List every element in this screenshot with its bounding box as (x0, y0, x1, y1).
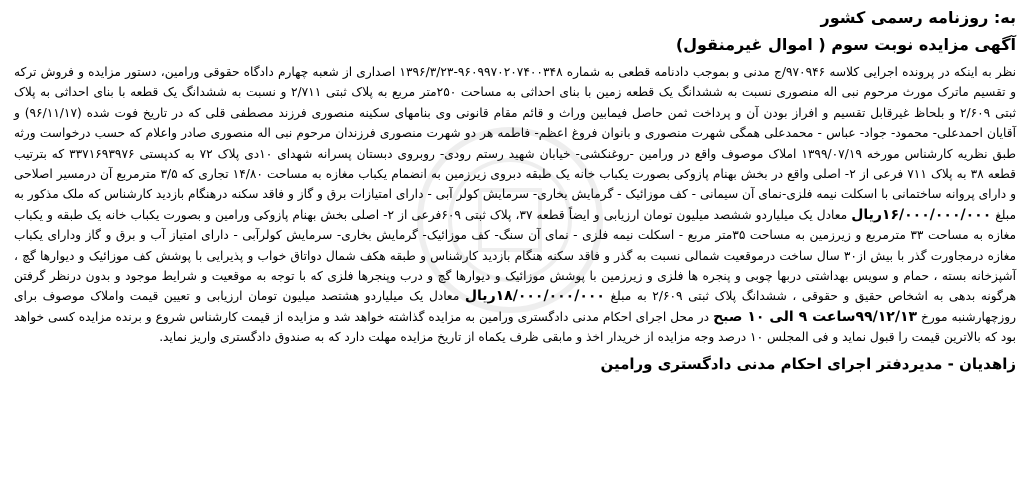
signature-line: زاهدیان - مدیردفتر اجرای احکام مدنی دادگستری ورامین (600, 354, 1016, 373)
appraisal-amount-1: ۱۶/۰۰۰/۰۰۰/۰۰۰ریال (851, 206, 992, 223)
notice-body-part-2: معادل یک میلیاردو ششصد میلیون تومان ارزیابی و ایضاً قطعه ۳۷، پلاک ثبتی ۶۰۹فرعی از ۲- اصلی بخش بهنام پازوکی ورامین و بصورت یکباب خانه یک طبقه و یکباب مغازه به مساحت ۳۳ مترمربع و زیرزمین به مساحت ۳۵متر مربع - اسکلت نیمه فلزی - نمای آن سنگ- کف موزائیک- گرمایش بخاری- سرمایش کولرآبی - دارای امتیاز آب و برق و گاز ودارای یکباب مغازه درمجاورت گذر با بیش از۳۰ سال ساخت درموقعیت شمالی نسبت به گذر و فاقد سکنه هنگام بازدید کارشناس و طبقه هکف شمال دواتاق خواب و پذیرایی با پوشش کف موزائیک و دیوارها گچ ، آشپزخانه بسته ، حمام و سویس بهداشتی دربها چوبی و پنجره ها فلزی و زیرزمین با پوشش موزائیک و دیوارها گچ و درب وپنجرها فلزی که با توجه به موقعیت و شرایط موجود و بدون درنظر گرفتن هرگونه بدهی به اشخاص حقیق و حقوقی ، ششدانگ پلاک ثبتی ۲/۶۰۹ به مبلغ (14, 207, 1016, 304)
auction-date-time: ۹۹/۱۲/۱۳ساعت ۹ الی ۱۰ صبح (713, 308, 918, 325)
addressee-line: به: روزنامه رسمی کشور (820, 8, 1016, 27)
notice-body-part-4: در محل اجرای احکام مدنی دادگستری ورامین به مزایده گذاشته خواهد شد و مزایده از قیمت کارشناس شروع و برنده مزایده کسی خواهد بود که بالاترین قیمت را قبول نماید و فی المجلس ۱۰ درصد وجه مزایده از خریدار اخذ و مابقی ظرف یکماه از تاریخ مزایده مهلت دارد که به صندوق دادگستری واریز نماید. (14, 309, 1016, 345)
appraisal-amount-2: ۱۸/۰۰۰/۰۰۰/۰۰۰ریال (464, 288, 605, 305)
notice-body (14, 62, 1016, 348)
notice-body-part-3: معادل یک میلیاردو هشتصد میلیون تومان ارزیابی و تعیین قیمت واملاک موصوف برای روزچهارشنبه مورخ (14, 289, 1017, 324)
notice-title: آگهی مزایده نوبت سوم ( اموال غیرمنقول) (675, 35, 1016, 54)
notice-body-part-1: نظر به اینکه در پرونده اجرایی کلاسه ۹۷۰۹۴۶/ج مدنی و بموجب دادنامه قطعی به شماره ۹۶۰۹۹۷۰۲۰۷۴۰۰۳۴۸-۱۳۹۶/۳/۲۳ اصداری از شعبه چهارم دادگاه حقوقی ورامین، دستور مزایده و فروش ترکه و تقسیم ماترک مورث مرحوم نبی اله منصوری نسبت به ششدانگ یک قطعه زمین با بنای احداثی به مساحت ۲۵۰متر مربع به پلاک ثبتی ۲/۷۱۱ و نسبت به ششدانگ یک قطعه با بنای احداثی به پلاک ثبتی ۲/۶۰۹ و بلحاظ غیرقابل تقسیم و افراز بودن آن و پرداخت ثمن حاصل فیمابین وراث و قائم مقام قانونی وی بنامهای سکینه منصوری فرزند مصطفی قلی که در تاریخ فوت شده (۹۶/۱۱/۱۷) و آقایان احمدعلی- محمود- جواد- عباس - محمدعلی همگی شهرت منصوری و بانوان فروغ اعظم- فاطمه هر دو شهرت منصوری فرزندان مرحوم نبی اله منصوری صادر واعلام که حسب درخواست ورثه طبق نظریه کارشناس مورخه ۱۳۹۹/۰۷/۱۹ املاک موصوف واقع در ورامین -روغنکشی- خیابان شهید رستم رودی- روبروی دبستان پسرانه شهدای ۱۰دی پلاک ۷۲ به کدپستی ۳۳۷۱۶۹۳۹۷۶ که بترتیب قطعه ۳۸ به پلاک ۷۱۱ فرعی از ۲- اصلی واقع در بخش بهنام پازوکی بصورت یکباب خانه یک طبقه دبروی زیرزمین به انضمام یکباب مغازه به مساحت ۱۴/۸۰ تجاری که ۳/۵ مترمربع آن درمسیر اصلاحی و دارای پروانه ساختمانی با اسکلت نیمه فلزی-نمای آن سیمانی - کف موزائیک - گرمایش بخاری- سرمایش کولر آبی - دارای امتیازات برق و گاز و فاقد سکنه درهنگام بازدید کارشناس که ملک مذکور به مبلغ (14, 65, 1017, 222)
